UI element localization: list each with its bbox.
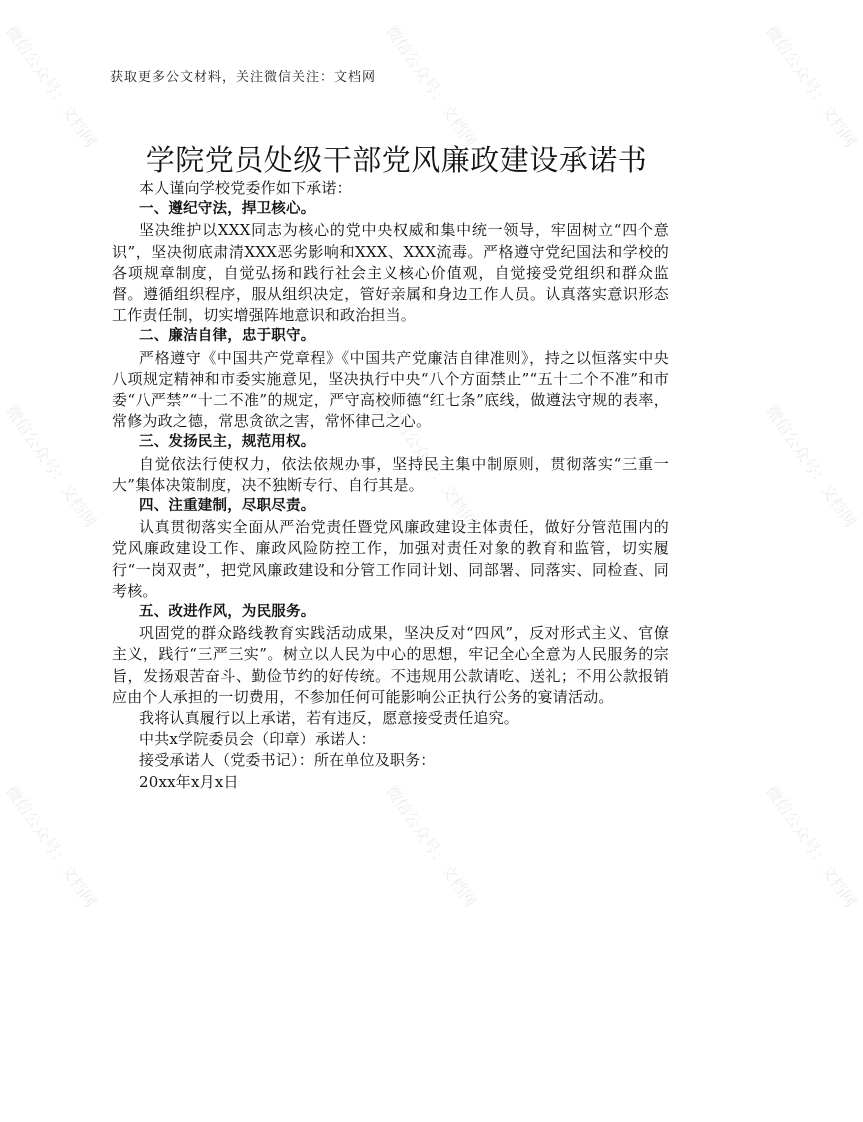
document-body xyxy=(112,178,669,793)
section-heading: 三、发扬民主，规范用权。 xyxy=(139,434,316,451)
header-note: 获取更多公文材料，关注微信关注：文档网 xyxy=(110,70,377,85)
watermark-text: 微信公众号：文档网 xyxy=(381,781,481,911)
body-paragraph: 中共x学院委员会（印章）承诺人： xyxy=(139,730,376,749)
watermark-text: 微信公众号：文档网 xyxy=(761,401,861,531)
watermark-text: 微信公众号：文档网 xyxy=(761,21,861,151)
body-paragraph: 接受承诺人（党委书记）：所在单位及职务： xyxy=(139,751,436,770)
body-paragraph: 认真贯彻落实全面从严治党责任暨党风廉政建设主体责任，做好分管范围内的党风廉政建设工作、廉政风险防控工作，加强对责任对象的教育和监管，切实履行“一岗双责”，把党风廉政建设和分管工作同计划、同部署、同落实、同检查、同考核。 xyxy=(112,518,669,600)
watermark-text: 微信公众号：文档网 xyxy=(761,781,861,911)
watermark-text: 微信公众号：文档网 xyxy=(1,781,101,911)
section-heading: 一、遵纪守法，捍卫核心。 xyxy=(139,201,316,218)
section-heading: 四、注重建制，尽职尽责。 xyxy=(139,498,316,515)
watermark-text: 微信公众号：文档网 xyxy=(381,401,481,531)
section-heading: 五、改进作风，为民服务。 xyxy=(139,604,316,621)
watermark-text: 微信公众号：文档网 xyxy=(1,401,101,531)
section-heading: 二、廉洁自律，忠于职守。 xyxy=(139,328,316,345)
body-paragraph: 20xx年x月x日 xyxy=(139,772,239,791)
body-paragraph: 严格遵守《中国共产党章程》《中国共产党廉洁自律准则》，持之以恒落实中央八项规定精神和市委实施意见，坚决执行中央“八个方面禁止”“五十二个不准”和市委“八严禁”“十二不准”的规定，严守高校师德“红七条”底线，做遵法守规的表率，常修为政之德，常思贪欲之害，常怀律己之心。 xyxy=(112,348,669,431)
body-paragraph: 自觉依法行使权力，依法依规办事，坚持民主集中制原则，贯彻落实“三重一大”集体决策制度，决不独断专行、自行其是。 xyxy=(112,454,669,494)
watermark-text: 微信公众号：文档网 xyxy=(1,21,101,151)
document-title: 学院党员处级干部党风廉政建设承诺书 xyxy=(145,143,648,177)
body-paragraph: 我将认真履行以上承诺，若有违反，愿意接受责任追究。 xyxy=(139,709,520,728)
body-paragraph: 坚决维护以XXX同志为核心的党中央权威和集中统一领导，牢固树立“四个意识”，坚决彻底肃清XXX恶劣影响和XXX、XXX流毒。严格遵守党纪国法和学校的各项规章制度，自觉弘扬和践行社会主义核心价值观，自觉接受党组织和群众监督。遵循组织程序，服从组织决定，管好亲属和身边工作人员。认真落实意识形态工作责任制，切实增强阵地意识和政治担当。 xyxy=(112,221,669,325)
body-paragraph: 巩固党的群众路线教育实践活动成果，坚决反对“四风”，反对形式主义、官僚主义，践行“三严三实”。树立以人民为中心的思想，牢记全心全意为人民服务的宗旨，发扬艰苦奋斗、勤俭节约的好传统。不违规用公款请吃、送礼；不用公款报销应由个人承担的一切费用，不参加任何可能影响公正执行公务的宴请活动。 xyxy=(112,624,669,706)
body-paragraph: 本人谨向学校党委作如下承诺： xyxy=(139,179,352,197)
watermark-text: 微信公众号：文档网 xyxy=(381,21,481,151)
